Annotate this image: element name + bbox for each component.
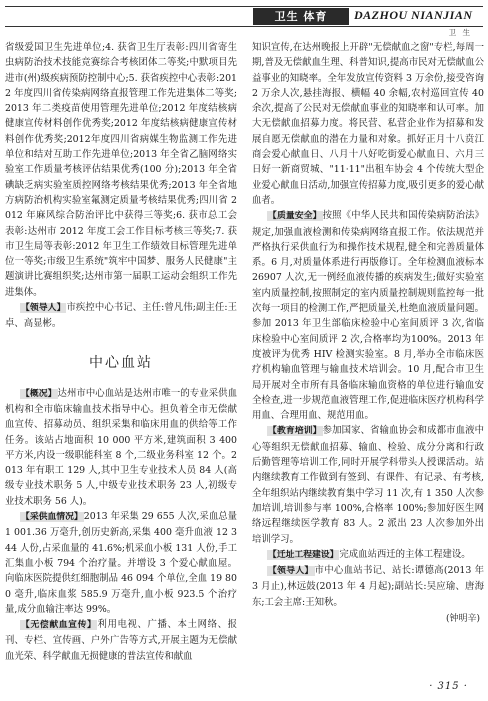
left-column xyxy=(5,40,237,664)
training-text: 参加国家、省输血协会和成都市血液中心等组织无偿献血招募、输血、检验、成分分离和行政后勤管理等培训工作,同时开展学科带头人授课活动。站内继续教育工作做到有签到、有课件、有记录、有考核,全年组织站内继续教育集中学习 11 次,有 1 350 人次参加培训,培训参与率 100%,合格率 100%;参加好医生网络远程继续医学教育 83 人。2 派出 23 人次参加外出培训学习。 xyxy=(252,425,484,545)
header-top-rule xyxy=(5,6,483,7)
section-heading: 中心血站 xyxy=(89,354,153,371)
page-header xyxy=(0,0,488,36)
header-bottom-rule xyxy=(5,26,483,27)
overview-tag: 【概况】 xyxy=(21,388,57,399)
training-tag: 【教育培训】 xyxy=(268,426,322,437)
donation-publicity-tag: 【无偿献血宣传】 xyxy=(21,620,97,631)
quality-text: 按照《中华人民共和国传染病防治法》规定,加强血液检测和传染病网络直报工作。依法规范并严格执行采供血行为和操作技术规程,健全和完善质量体系。6 月,对质量体系进行再版修订。全年检测血液标本 26907 人次,无一例经血液传播的疾病发生;做好实验室室内质量控制,按照制定的室内质量控制规则监控每一批次每一项目的检测工作,严把质量关,杜绝血液质量问题。参加 2013 年卫生部临床检验中心室间质评 3 次,省临床检验中心室间质评 2 次,合格率均为100%。2013 年度被评为优秀 HIV 检测实验室。8 月,举办全市临床医疗机构输血管理与输血技术培训会。10 月,配合市卫生局开展对全市所有具备临床输血资格的单位进行输血安全检查,进一步规范血液管理工作,促进临床医疗机构科学用血、合理用血、规范用血。 xyxy=(252,210,484,422)
leaders-text: 市疾控中心书记、主任:曾凡伟;副主任:王卓、高显彬。 xyxy=(5,302,237,330)
section-subtitle: 卫 生 xyxy=(448,28,472,37)
right-column xyxy=(252,40,484,627)
body-paragraph: 省级爱国卫生先进单位;4. 获省卫生厅表彰:四川省寄生虫病防治技术技能竞赛综合考核团体二等奖;中默项目先进市(州)级疾病预防控制中心;5. 获省疾控中心表彰:2012 年度四川省传染病网络直报管理工作先进集体二等奖;2013 年二类疫苗使用管理先进单位;2012 年度结核病健康宣传材料创作优秀奖;2012 年度结核病健康宣传材料创作优秀奖;2012年度四川省病媒生物监测工作先进单位和结对互助工作先进单位;2013 年全省乙脑网络实验室工作质量考核评估结果优秀(100 分);2013 年全省碘缺乏病实验室质控网络考核结果优秀;2013 年全省地方病防治机构实验室氟测定质量考核结果优秀;四川省 2012 年麻风综合防治评比中获得三等奖;6. 获市总工会表彰:达州市 2012 年度工会工作目标考核三等奖;7. 获市卫生局等表彰:2012 年卫生工作绩效目标管理先进单位一等奖;市级卫生系统"筑牢中国梦、服务人民健康"主题演讲比赛组织奖;达州市第一届职工运动会组织工作先进集体。 xyxy=(5,42,237,298)
relocation-paragraph xyxy=(252,547,484,563)
journal-title: DAZHOU NIANJIAN xyxy=(354,8,473,22)
relocation-text: 完成血站西迁的主体工程建设。 xyxy=(339,548,471,560)
leaders-paragraph xyxy=(252,563,484,610)
leaders-text: 市中心血站书记、站长:谭德高(2013 年 3 月止),林远鼓(2013 年 4 月起);副站长:吴应瑜、唐海东;工会主席:王知秋。 xyxy=(252,565,484,608)
quality-paragraph xyxy=(252,208,484,423)
relocation-tag: 【迁址工程建设】 xyxy=(268,549,339,560)
training-paragraph xyxy=(252,423,484,546)
leaders-tag: 【领导人】 xyxy=(268,566,314,577)
body-paragraph: 知识宣传,在达州晚报上开辟"无偿献血之窗"专栏,每周一期,普及无偿献血生理、科普知识,提高市民对无偿献血公益事业的知晓率。全年发放宣传资料 3 万余份,接受咨询 2 万余人次,悬挂海报、横幅 40 余幅,农村巡回宣传 40 余次,提高了公民对无偿献血事业的知晓率和认可率。加大无偿献血招募力度。将民营、私营企业作为招募和发展自愿无偿献血的潜在力量和对象。抓好正月十八贲江商会爱心献血日、八月十八好吃街爱心献血日、六月三日好一新商贸城、"11·11"出租车协会 4 个传统大型企业爱心献血日活动,加强宣传招募力度,吸引更多的爱心献血者。 xyxy=(252,42,484,206)
blood-collection-paragraph xyxy=(5,509,237,617)
overview-text: 达州市中心血站是达州市唯一的专业采供血机构和全市临床输血技术指导中心。担负着全市无偿献血宣传、招募动员、组织采集和临床用血的供给等工作任务。该站占地面积 10 000 平方米,建筑面积 3 400 平方米,内设一级职能科室 8 个,二级业务科室 12 个。2013 年有职工 129 人,其中卫生专业技术人员 84 人(高级专业技术职务 5 人,中级专业技术职务 23 人,初级专业技术职务 56 人)。 xyxy=(5,387,237,507)
quality-tag: 【质量安全】 xyxy=(268,211,322,222)
donation-publicity-paragraph xyxy=(5,617,237,664)
overview-paragraph xyxy=(5,386,237,509)
donation-publicity-text: 利用电视、广播、本土网络、报刊、专栏、宣传画、户外广告等方式,开展主题为无偿献血光荣、科学献血无损健康的普法宣传和献血 xyxy=(5,619,237,662)
section-label: 卫生 体育 xyxy=(253,8,349,25)
leaders-paragraph xyxy=(5,300,237,332)
author-credit: (钟明辛) xyxy=(445,613,480,624)
leaders-tag: 【领导人】 xyxy=(21,303,66,314)
blood-collection-text: 2013 年采集 29 655 人次,采血总量 1 001.36 万毫升,创历史新高,采集 400 毫升血液 12 344 人份,占采血量的 41.6%;机采血小板 131 人份,手工汇集血小板 794 个治疗量。并增设 3 个爱心献血屋。向临床医院提供红细胞制品 46 094 个单位,全血 19 800 毫升,临床血浆 585.9 万毫升,血小板 923.5 个治疗量,成分血输注率达 99%。 xyxy=(5,511,237,615)
page-number: · 315 · xyxy=(429,681,468,692)
blood-collection-tag: 【采供血情况】 xyxy=(21,512,83,523)
